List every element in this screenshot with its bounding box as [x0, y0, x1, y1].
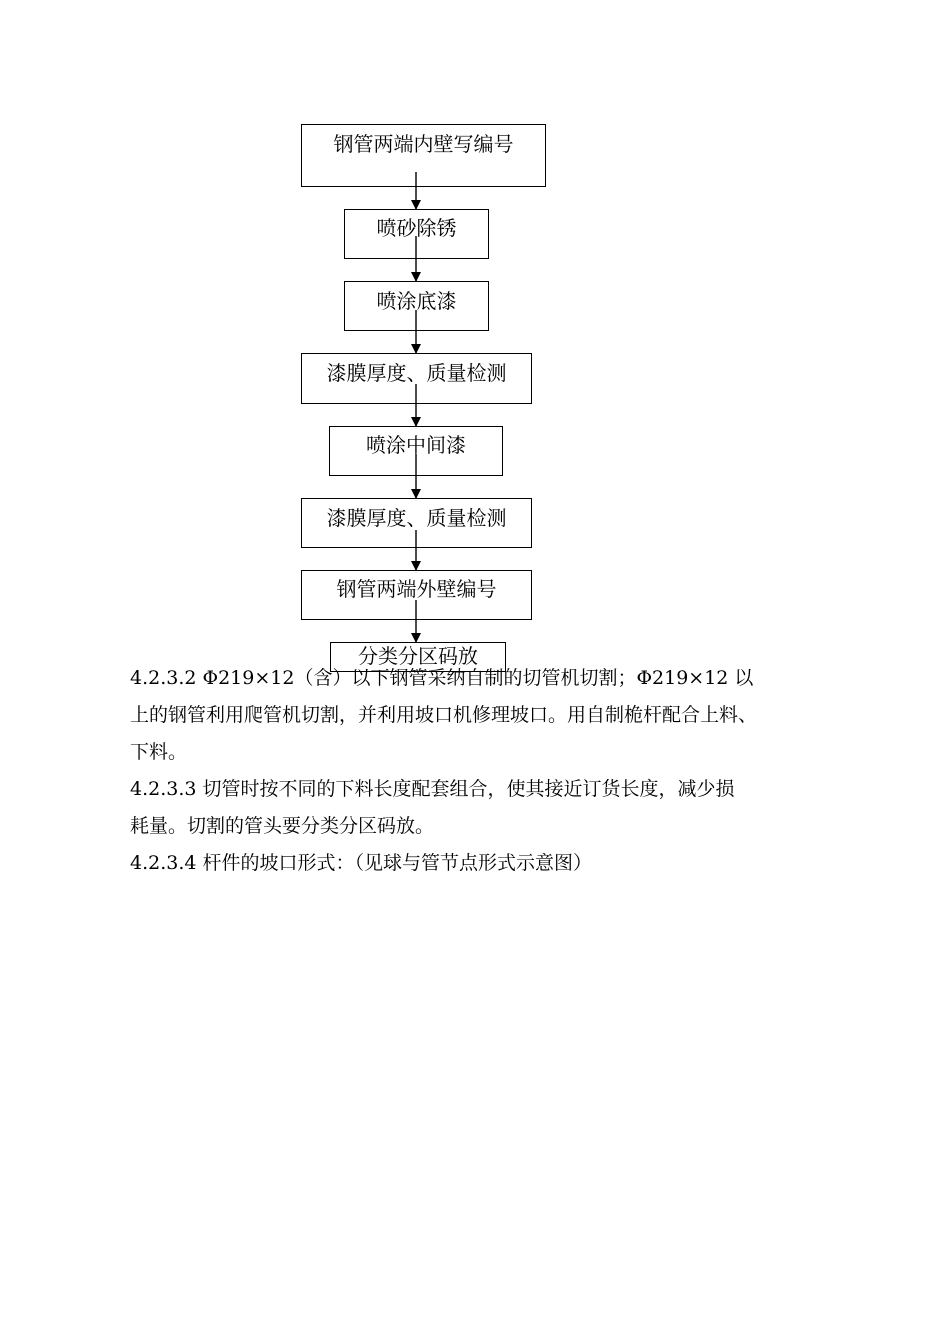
flow-step-2-label: 喷砂除锈 — [376, 216, 457, 240]
flow-step-6 — [301, 498, 532, 548]
flow-step-8-label: 分类分区码放 — [358, 644, 478, 668]
paragraph-4-2-3-2-line-1: 4.2.3.2 Φ219×12（含）以下钢管采纳自制的切管机切割；Φ219×12 以 — [130, 667, 754, 689]
flow-step-7 — [301, 570, 532, 620]
flow-step-5-label: 喷涂中间漆 — [366, 433, 466, 457]
paragraph-4-2-3-3-line-1: 4.2.3.3 切管时按不同的下料长度配套组合，使其接近订货长度，减少损 — [130, 778, 735, 800]
flow-step-3-label: 喷涂底漆 — [376, 289, 457, 313]
flow-step-7-label: 钢管两端外壁编号 — [336, 577, 497, 601]
paragraph-4-2-3-3-line-2: 耗量。切割的管头要分类分区码放。 — [130, 815, 435, 837]
paragraph-4-2-3-2-line-2: 上的钢管利用爬管机切割，并利用坡口机修理坡口。用自制桅杆配合上料、 — [130, 704, 758, 726]
paragraph-4-2-3-4-line-1: 4.2.3.4 杆件的坡口形式：（见球与管节点形式示意图） — [130, 852, 593, 874]
flow-step-2 — [344, 209, 489, 259]
flow-step-6-label: 漆膜厚度、质量检测 — [326, 506, 507, 530]
flow-step-4 — [301, 353, 532, 404]
flow-step-5 — [329, 426, 503, 476]
flow-step-1-label: 钢管两端内壁写编号 — [333, 132, 514, 156]
flow-step-1 — [301, 124, 546, 187]
paragraph-4-2-3-2-line-3: 下料。 — [130, 741, 188, 763]
flow-step-3 — [344, 281, 489, 331]
flow-step-4-label: 漆膜厚度、质量检测 — [326, 361, 507, 385]
